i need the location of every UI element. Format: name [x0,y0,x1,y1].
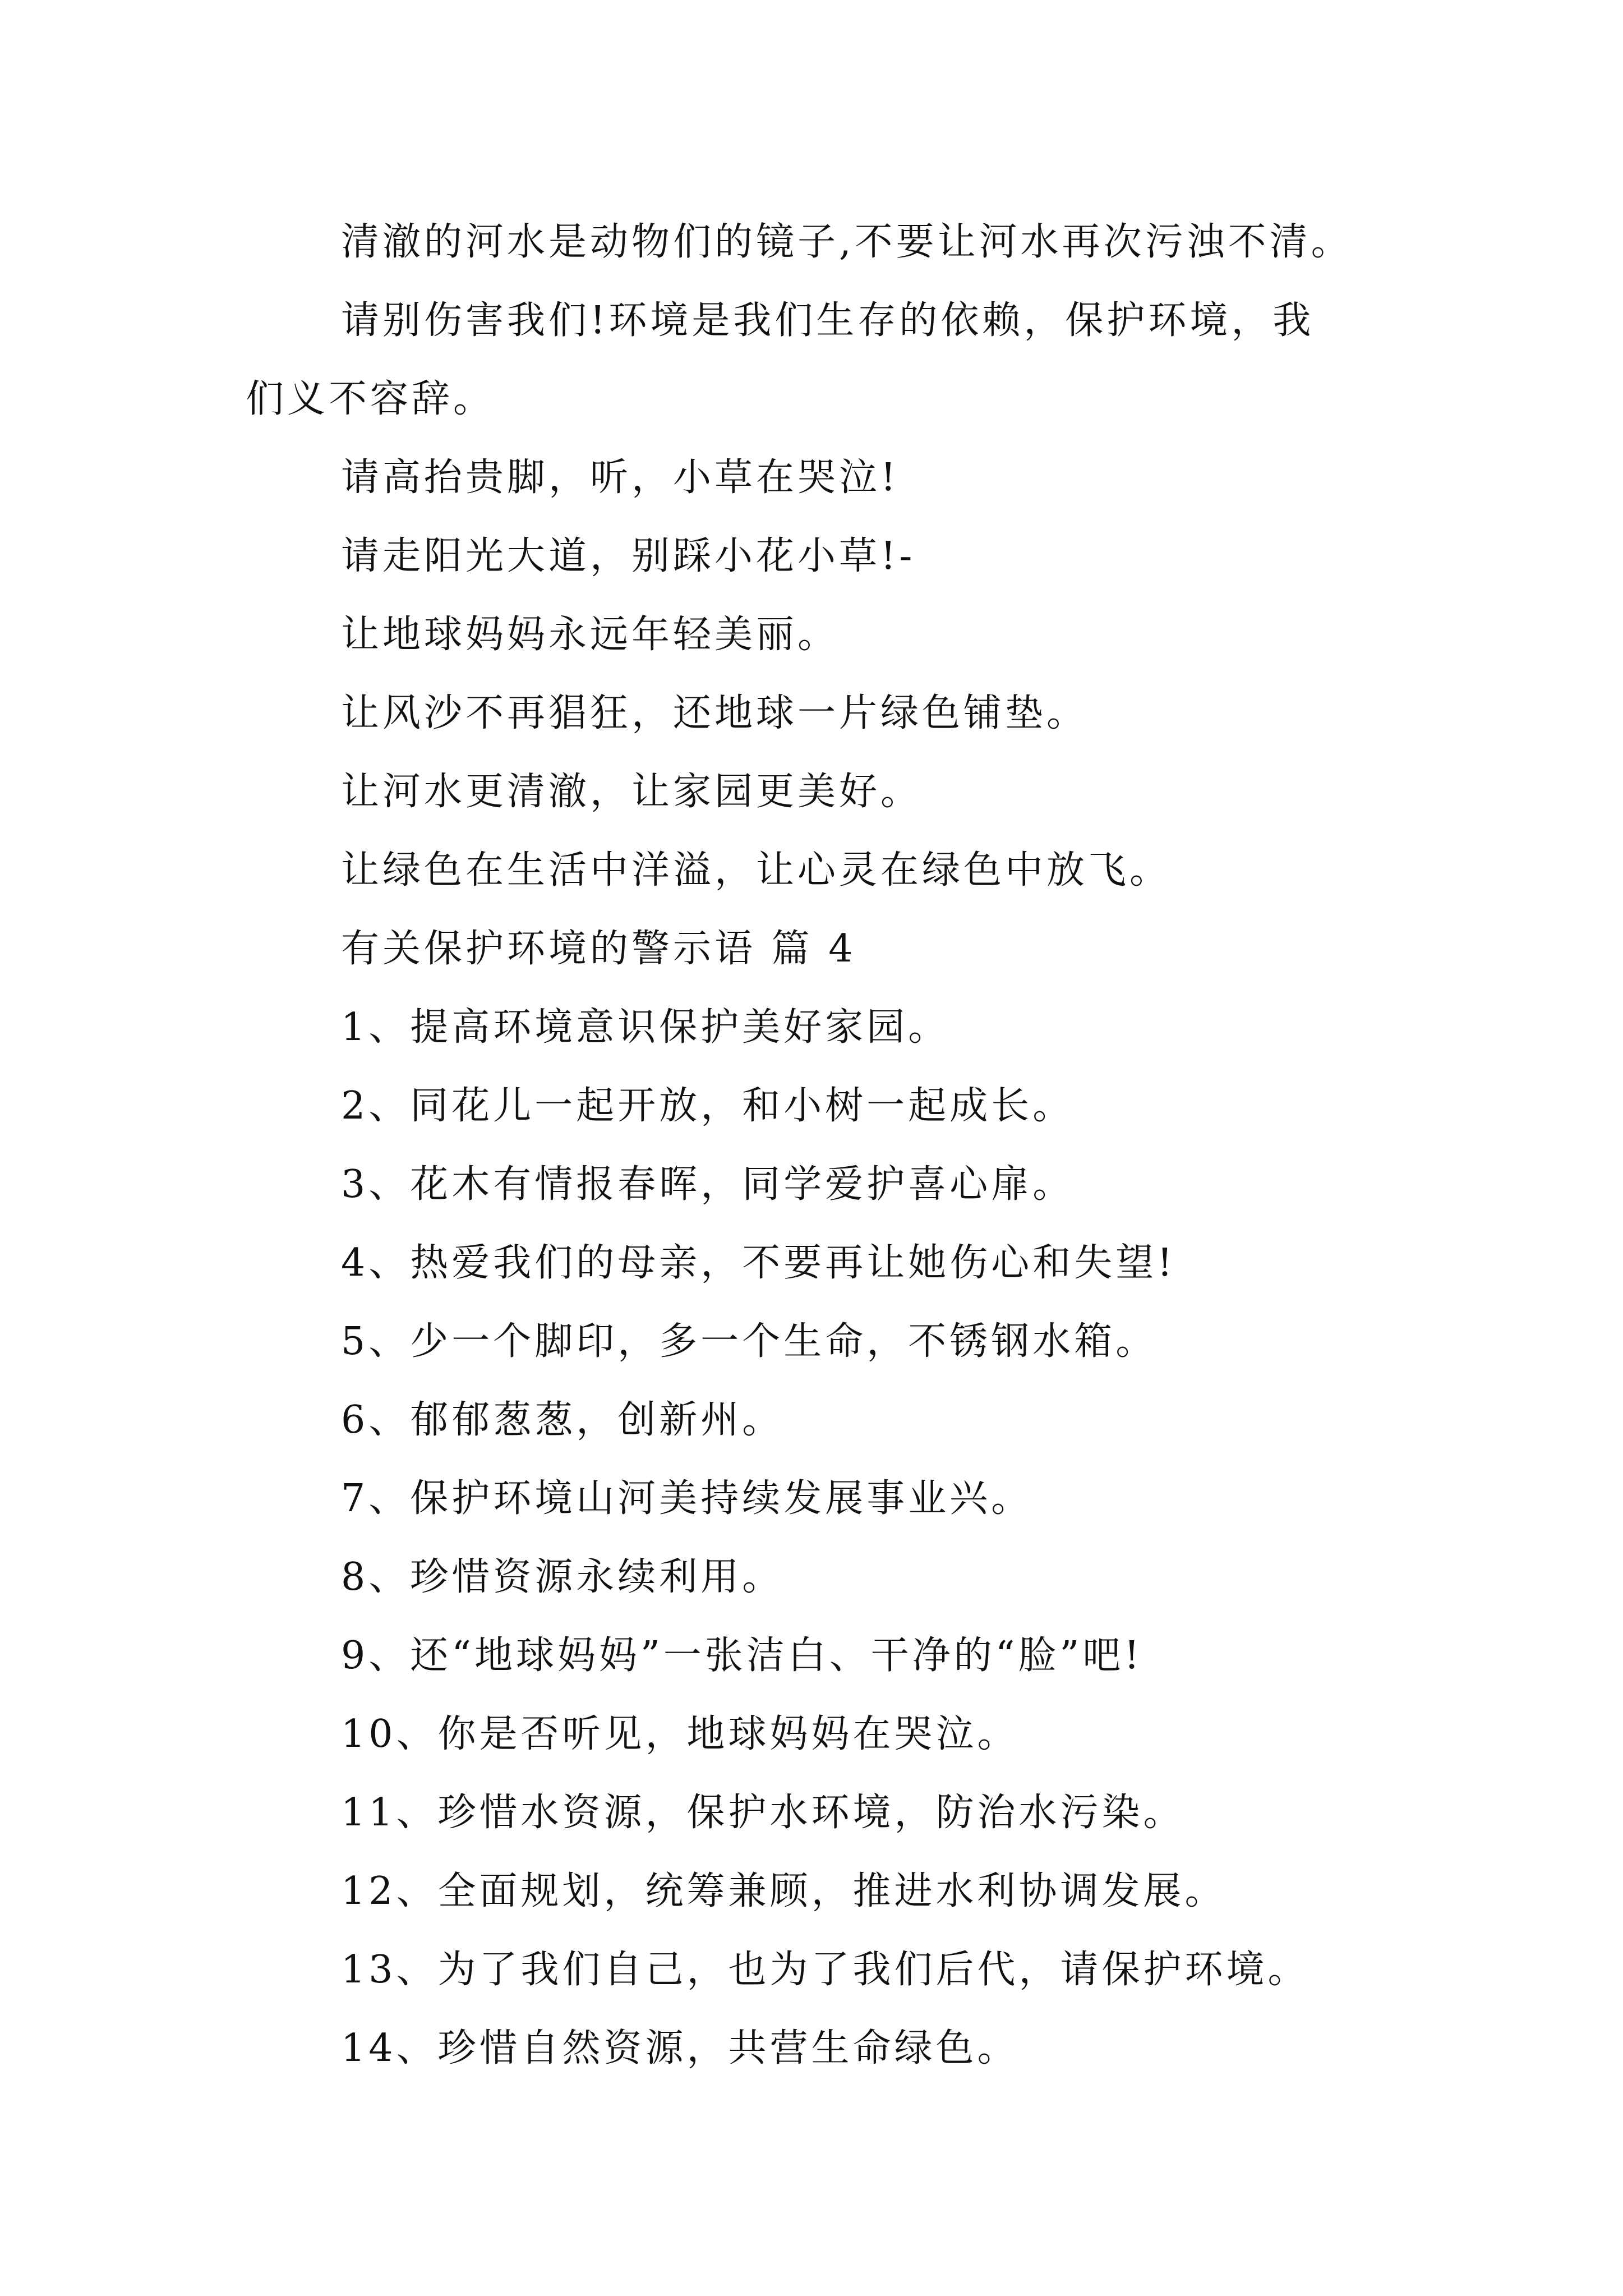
list-item: 13、为了我们自己，也为了我们后代，请保护环境。 [341,1948,1310,1992]
paragraph-line: 让风沙不再猖狂，还地球一片绿色铺垫。 [341,691,1089,735]
list-item: 8、珍惜资源永续利用。 [341,1555,784,1599]
list-item: 12、全面规划，统筹兼顾，推进水利协调发展。 [341,1869,1227,1913]
list-item: 7、保护环境山河美持续发展事业兴。 [341,1476,1033,1521]
paragraph-line: 请别伤害我们!环境是我们生存的依赖，保护环境，我 [341,298,1315,343]
paragraph-line: 请走阳光大道，别踩小花小草!- [341,534,916,578]
paragraph-line: 让绿色在生活中洋溢，让心灵在绿色中放飞。 [341,848,1172,892]
paragraph-line: 请高抬贵脚，听，小草在哭泣! [341,455,900,500]
list-item: 10、你是否听见，地球妈妈在哭泣。 [341,1712,1019,1756]
paragraph-line: 们义不容辞。 [246,377,495,421]
list-item: 3、花木有情报春晖，同学爱护喜心扉。 [341,1162,1075,1207]
paragraph-line: 清澈的河水是动物们的镜子,不要让河水再次污浊不清。 [341,220,1353,264]
list-item: 5、少一个脚印，多一个生命，不锈钢水箱。 [341,1319,1158,1364]
list-item: 2、同花儿一起开放，和小树一起成长。 [341,1084,1075,1128]
list-item: 6、郁郁葱葱，创新州。 [341,1398,784,1442]
list-item: 1、提高环境意识保护美好家园。 [341,1005,950,1050]
paragraph-line: 让河水更清澈，让家园更美好。 [341,770,923,814]
list-item: 4、热爱我们的母亲，不要再让她伤心和失望! [341,1241,1176,1285]
list-item: 14、珍惜自然资源，共营生命绿色。 [341,2026,1019,2070]
paragraph-line: 让地球妈妈永远年轻美丽。 [341,613,840,657]
list-item: 9、还“地球妈妈”一张洁白、干净的“脸”吧! [341,1634,1143,1678]
list-item: 11、珍惜水资源，保护水环境，防治水污染。 [341,1791,1185,1835]
section-heading: 有关保护环境的警示语 篇 4 [341,927,856,971]
